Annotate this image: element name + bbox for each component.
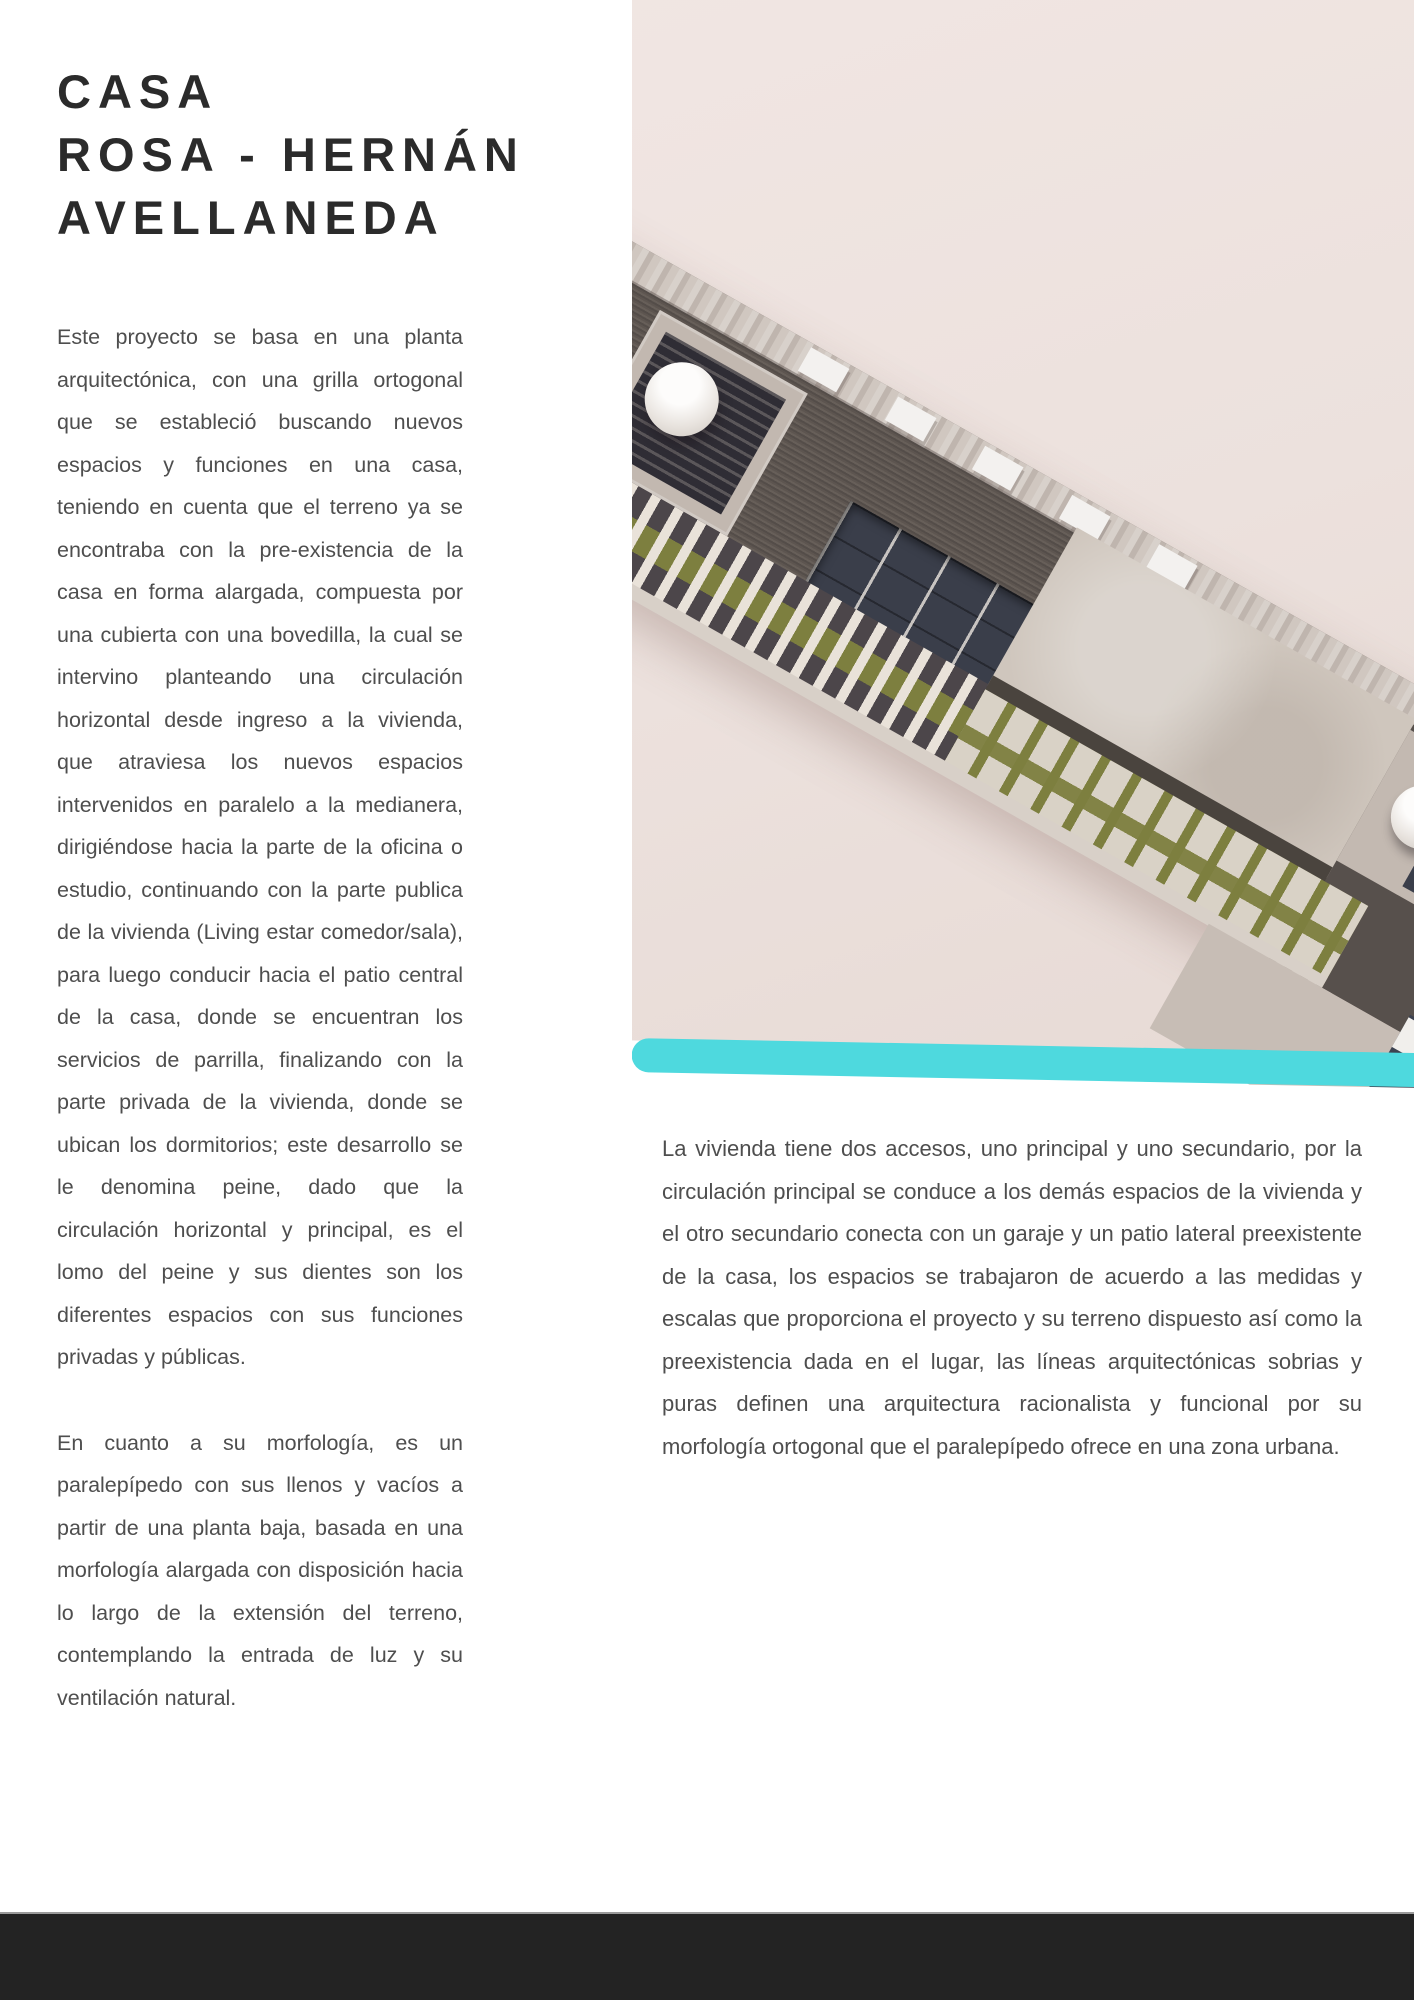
page-title-line-3: AVELLANEDA: [57, 191, 445, 244]
page-title: [57, 60, 617, 249]
left-paragraph-1: Este proyecto se basa en una planta arquitectónica, con una grilla ortogonal que se estableció buscando nuevos espacios y funciones en una casa, teniendo en cuenta que el terreno ya se encontraba con la pre-existencia de la casa en forma alargada, compuesta por una cubierta con una bovedilla, la cual se intervino planteando una circulación horizontal desde ingreso a la vivienda, que atraviesa los nuevos espacios intervenidos en paralelo a la medianera, dirigiéndose hacia la parte de la oficina o estudio, continuando con la parte publica de la vivienda (Living estar comedor/sala), para luego conducir hacia el patio central de la casa, donde se encuentran los servicios de parrilla, finalizando con la parte privada de la vivienda, donde se ubican los dormitorios; este desarrollo se le denomina peine, dado que la circulación horizontal y principal, es el lomo del peine y sus dientes son los diferentes espacios con sus funciones privadas y públicas.: [57, 325, 463, 1369]
left-text-column: [57, 316, 463, 1719]
hero-image: [632, 0, 1414, 1105]
right-text-column: [662, 1128, 1362, 1468]
page-title-line-1: CASA: [57, 65, 219, 118]
left-paragraph-2: En cuanto a su morfología, es un paralepípedo con sus llenos y vacíos a partir de una planta baja, basada en una morfología alargada con disposición hacia lo largo de la extensión del terreno, contemplando la entrada de luz y su ventilación natural.: [57, 1430, 463, 1710]
page-title-line-2: ROSA - HERNÁN: [57, 128, 525, 181]
right-paragraph-1: La vivienda tiene dos accesos, uno principal y uno secundario, por la circulación principal se conduce a los demás espacios de la vivienda y el otro secundario conecta con un garaje y un patio lateral preexistente de la casa, los espacios se trabajaron de acuerdo a las medidas y escalas que proporciona el proyecto y su terreno dispuesto así como la preexistencia dada en el lugar, las líneas arquitectónicas sobrias y puras definen una arquitectura racionalista y funcional por su morfología ortogonal que el paralepípedo ofrece en una zona urbana.: [662, 1136, 1362, 1459]
water-tank-right: [1379, 774, 1414, 861]
footer-bar: [0, 1912, 1414, 2000]
